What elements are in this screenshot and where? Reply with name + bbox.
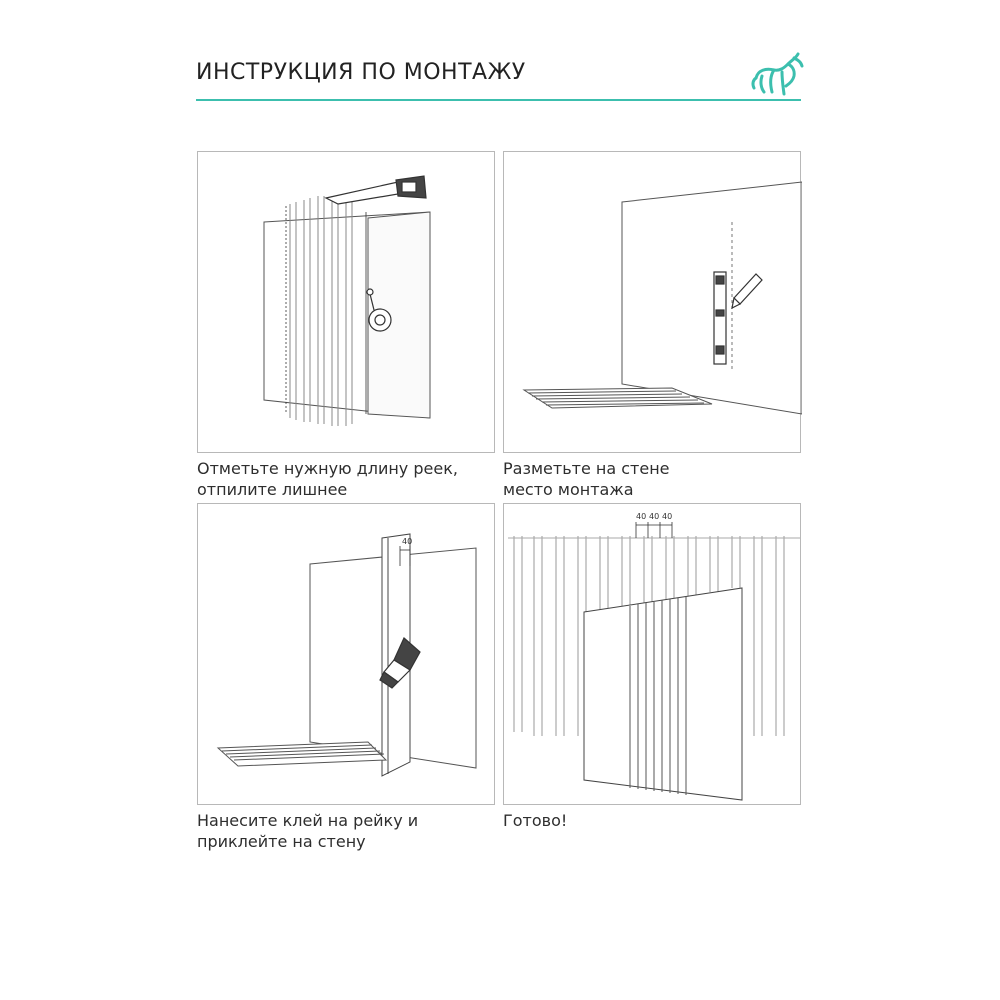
- title-underline: [196, 99, 801, 101]
- slat-stack: [218, 742, 386, 766]
- step-1-illustration: [197, 151, 495, 453]
- level-tool-icon: [714, 272, 726, 364]
- step-4-illustration: [503, 503, 801, 805]
- step-2-illustration: [503, 151, 801, 453]
- step-3-caption-line-1: Нанесите клей на рейку и: [197, 811, 419, 830]
- step-2-caption-line-1: Разметьте на стене: [503, 459, 670, 478]
- spacing-label-b: 40: [649, 512, 660, 521]
- wall-panel: [584, 588, 742, 800]
- step-2-caption-line-2: место монтажа: [503, 480, 634, 499]
- spacing-label: 40: [402, 537, 413, 546]
- spacing-label-a: 40: [636, 512, 647, 521]
- pencil-icon: [732, 274, 762, 308]
- step-3-caption-line-2: приклейте на стену: [197, 832, 366, 851]
- step-1-caption-line-2: отпилите лишнее: [197, 480, 348, 499]
- step-2-caption: [503, 458, 670, 500]
- step-4-caption-line-1: Готово!: [503, 811, 568, 830]
- saw-icon: [326, 176, 426, 204]
- step-3-illustration: [197, 503, 495, 805]
- slat-stack: [524, 388, 712, 408]
- step-1-caption-line-1: Отметьте нужную длину реек,: [197, 459, 458, 478]
- step-4-caption: [503, 810, 567, 831]
- spacing-label-c: 40: [662, 512, 673, 521]
- bull-logo-icon: [748, 48, 806, 100]
- step-3-caption: [197, 810, 418, 852]
- page-title: ИНСТРУКЦИЯ ПО МОНТАЖУ: [196, 60, 526, 85]
- step-1-caption: [197, 458, 458, 500]
- slat-bundle: [290, 196, 352, 426]
